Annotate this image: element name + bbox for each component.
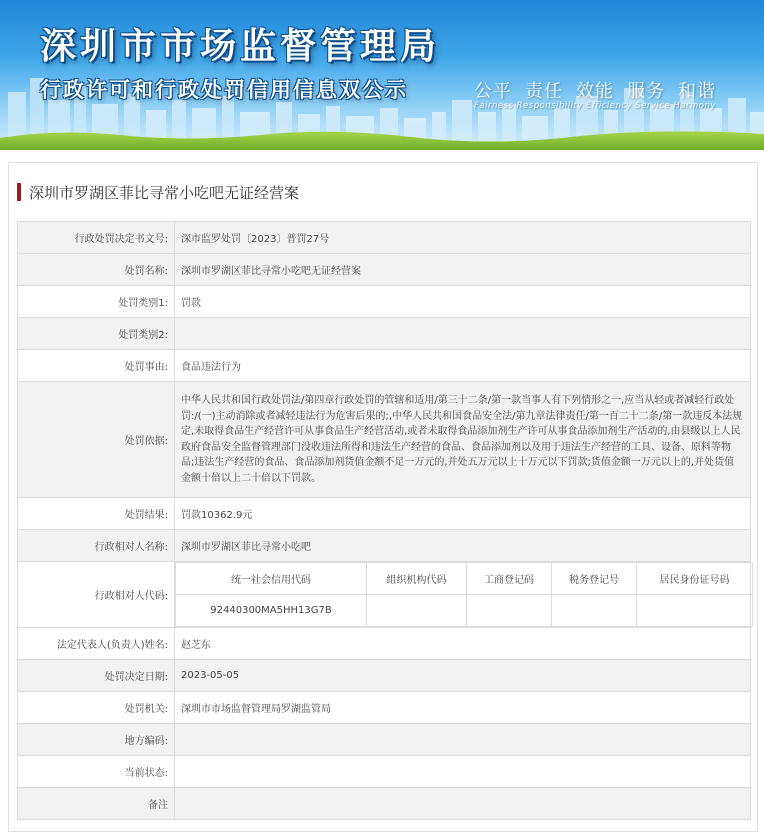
- content-panel: [8, 162, 758, 832]
- value-party-name: 深圳市罗湖区菲比寻常小吃吧: [175, 530, 751, 562]
- label-local-code: 地方编码:: [18, 724, 175, 756]
- label-category2: 处罚类别2:: [18, 318, 175, 350]
- label-party-code: 行政相对人代码:: [18, 562, 175, 628]
- row-note: [18, 788, 751, 820]
- value-local-code: [175, 724, 751, 756]
- page-title: 深圳市罗湖区菲比寻常小吃吧无证经营案: [29, 183, 300, 202]
- row-party-code: [18, 562, 751, 628]
- motto-word-harmony: 和谐: [678, 81, 716, 102]
- label-party-name: 行政相对人名称:: [18, 530, 175, 562]
- value-status: [175, 756, 751, 788]
- row-category2: [18, 318, 751, 350]
- row-legal-rep: [18, 628, 751, 660]
- party-code-cell: [175, 562, 751, 628]
- code-header-biz: 工商登记码: [467, 563, 552, 595]
- value-result: 罚款10362.9元: [175, 498, 751, 530]
- label-decision-no: 行政处罚决定书文号:: [18, 222, 175, 254]
- code-header-credit: 统一社会信用代码: [176, 563, 367, 595]
- row-authority: [18, 692, 751, 724]
- label-basis: 处罚依据:: [18, 382, 175, 498]
- motto-english: Fairness Responsibility Efficiency Service Harmony: [474, 101, 716, 111]
- code-header-org: 组织机构代码: [367, 563, 467, 595]
- value-case-name: 深圳市罗湖区菲比寻常小吃吧无证经营案: [175, 254, 751, 286]
- value-legal-rep: 赵芝东: [175, 628, 751, 660]
- row-decision-date: [18, 660, 751, 692]
- label-authority: 处罚机关:: [18, 692, 175, 724]
- value-authority: 深圳市市场监督管理局罗湖监管局: [175, 692, 751, 724]
- code-value-org: [367, 595, 467, 627]
- label-result: 处罚结果:: [18, 498, 175, 530]
- row-party-name: [18, 530, 751, 562]
- row-case-name: [18, 254, 751, 286]
- value-reason: 食品违法行为: [175, 350, 751, 382]
- motto-word-responsibility: 责任: [525, 81, 563, 102]
- code-value-id: [637, 595, 753, 627]
- value-category2: [175, 318, 751, 350]
- party-code-subtable: [175, 562, 753, 627]
- heading-accent-bar: [17, 183, 21, 201]
- party-code-value-row: [176, 595, 753, 627]
- label-decision-date: 处罚决定日期:: [18, 660, 175, 692]
- code-value-tax: [552, 595, 637, 627]
- motto-word-fairness: 公平: [474, 81, 512, 102]
- penalty-info-table: [17, 221, 751, 820]
- label-note: 备注: [18, 788, 175, 820]
- value-category1: 罚款: [175, 286, 751, 318]
- label-category1: 处罚类别1:: [18, 286, 175, 318]
- value-basis: 中华人民共和国行政处罚法/第四章行政处罚的管辖和适用/第三十二条/第一款当事人有下列情形之一,应当从轻或者减轻行政处罚:/(一)主动消除或者减轻违法行为危害后果的;,中华人民共和国食品安全法/第九章法律责任/第一百二十二条/第一款违反本法规定,未取得食品生产经营许可从事食品生产经营活动,或者未取得食品添加剂生产许可从事食品添加剂生产活动的,由县级以上人民政府食品安全监督管理部门没收违法所得和违法生产经营的食品、食品添加剂以及用于违法生产经营的工具、设备、原料等物品;违法生产经营的食品、食品添加剂货值金额不足一万元的,并处五万元以上十万元以下罚款;货值金额一万元以上的,并处货值金额十倍以上二十倍以下罚款。: [175, 382, 751, 498]
- label-case-name: 处罚名称:: [18, 254, 175, 286]
- row-result: [18, 498, 751, 530]
- row-reason: [18, 350, 751, 382]
- label-legal-rep: 法定代表人(负责人)姓名:: [18, 628, 175, 660]
- motto-word-service: 服务: [627, 81, 665, 102]
- page-heading: [17, 181, 299, 203]
- code-header-tax: 税务登记号: [552, 563, 637, 595]
- value-decision-date: 2023-05-05: [175, 660, 751, 692]
- row-local-code: [18, 724, 751, 756]
- site-subtitle: 行政许可和行政处罚信用信息双公示: [40, 78, 408, 102]
- row-category1: [18, 286, 751, 318]
- row-basis: [18, 382, 751, 498]
- site-title: 深圳市市场监督管理局: [40, 26, 441, 67]
- code-value-biz: [467, 595, 552, 627]
- party-code-header-row: [176, 563, 753, 595]
- code-value-credit: 92440300MA5HH13G7B: [176, 595, 367, 627]
- motto-word-efficiency: 效能: [576, 81, 614, 102]
- label-reason: 处罚事由:: [18, 350, 175, 382]
- code-header-id: 居民身份证号码: [637, 563, 753, 595]
- motto: [474, 77, 729, 103]
- value-decision-no: 深市监罗处罚〔2023〕普罚27号: [175, 222, 751, 254]
- row-decision-no: [18, 222, 751, 254]
- label-status: 当前状态:: [18, 756, 175, 788]
- value-note: [175, 788, 751, 820]
- row-status: [18, 756, 751, 788]
- site-banner: [0, 0, 764, 150]
